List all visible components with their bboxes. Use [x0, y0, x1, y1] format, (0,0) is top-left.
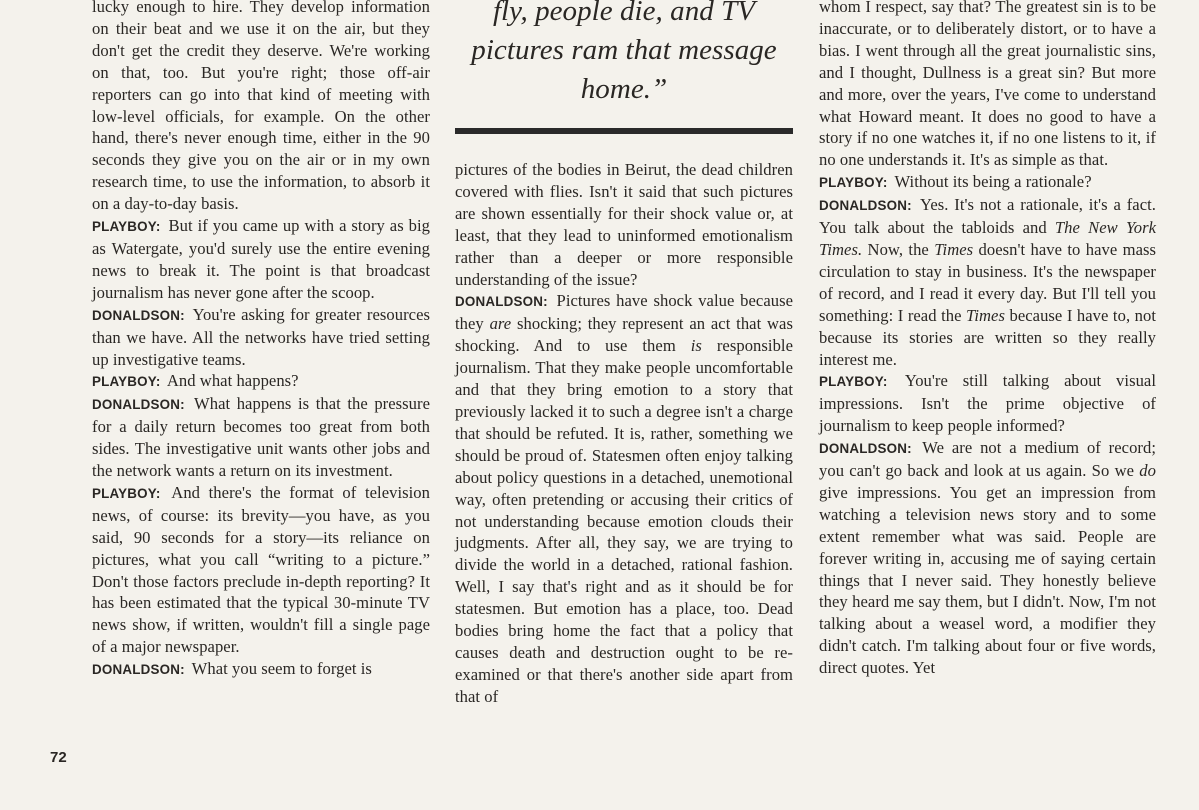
paragraph — [819, 194, 1156, 370]
emphasis: Times — [934, 239, 974, 259]
speaker-label: PLAYBOY: — [819, 374, 888, 390]
emphasis: Times — [966, 305, 1005, 325]
paragraph-text: Pictures have shock value because they — [455, 291, 794, 334]
paragraph — [92, 370, 430, 393]
paragraph: lucky enough to hire. They develop information on their beat and we use it on the air, but they don't get the credit they deserve. We're working on that, too. But you're right; those off-air reporters can go into that kind of meeting with low-level officials, for example. On the other hand, there's never enough time, either in the 90 seconds they give you on the air or in my own research time, to use the information, to absorb it on a day-to-day basis. — [92, 0, 430, 214]
paragraph — [92, 215, 430, 304]
paragraph-text: Without its being a rationale? — [894, 172, 1092, 192]
paragraph-text: Now, the — [867, 239, 929, 259]
speaker-label: DONALDSON: — [455, 294, 548, 310]
paragraph — [455, 290, 793, 707]
paragraph-text: We are not a medium of record; you can't go back and look at us again. So we — [819, 438, 1157, 481]
paragraph-text: responsible journalism. That they make people uncomfortable and that they bring emotion to a story that previously lacked it to such a degree isn't a charge that should be refuted. It is, rather, something we should be proud of. Statesmen often enjoy talking about policy questions in a detached, unemotional way, often pretending or accusing their critics of not understanding because emotion clouds their judgments. After all, they say, we are trying to divide the world in a detached, rational fashion. Well, I say that's right and as it should be for statesmen. But emotion has a place, too. Dead bodies bring home the fact that a policy that causes death and destruction ought to be re-examined or that there's another side apart from that of — [455, 336, 793, 706]
speaker-label: PLAYBOY: — [92, 374, 161, 390]
paragraph-text: doesn't have to have mass circulation to stay in business. It's the newspaper of record, and I read it every day. But I'll tell you something: I read the — [819, 239, 1156, 325]
pull-quote-rule — [455, 128, 793, 134]
column-right — [819, 0, 1156, 679]
paragraph — [819, 171, 1156, 194]
speaker-label: DONALDSON: — [819, 198, 912, 214]
paragraph: whom I respect, say that? The greatest sin is to be inaccurate, or to deliberately distort, or to have a bias. I went through all the great journalistic sins, and I thought, Dullness is a great sin? But more and more, over the years, I've come to understand what Howard meant. It does no good to have a story if no one watches it, if no one listens to it, if no one understands it. It's as simple as that. — [819, 0, 1156, 170]
emphasis: do — [1139, 461, 1156, 481]
paragraph — [819, 370, 1156, 437]
paragraph-text: What happens is that the pressure for a daily return becomes too great from both sides. The investigative unit wants other jobs and the network wants a return on its investment. — [92, 394, 431, 481]
paragraph-text: What you seem to forget is — [191, 659, 372, 679]
paragraph-text: And there's the format of television news, of course: its brevity—you have, as you said, 90 seconds for a story—its reliance on pictures, what you call “writing to a picture.” Don't those factors preclude in-depth reporting? It has been estimated that the typical 30-minute TV news show, if written, wouldn't fill a single page of a major newspaper. — [92, 482, 430, 657]
speaker-label: PLAYBOY: — [819, 175, 888, 191]
paragraph — [92, 482, 430, 658]
column-middle-body — [455, 159, 793, 708]
speaker-label: PLAYBOY: — [92, 485, 161, 501]
column-left — [92, 0, 430, 681]
paragraph-text: Yes. It's not a rationale, it's a fact. You talk about the tabloids and — [819, 195, 1156, 238]
paragraph-text: But if you came up with a story as big as Watergate, you'd surely use the entire evening news to break it. The point is that broadcast journalism has never gone after the scoop. — [92, 216, 430, 302]
paragraph — [92, 393, 430, 482]
emphasis: are — [489, 314, 512, 334]
paragraph-text: because I have to, not because its stories are written so they really interest me. — [819, 305, 1156, 369]
paragraph-text: And what happens? — [166, 371, 299, 391]
pull-quote: fly, people die, and TV pictures ram that message home.” — [471, 0, 777, 105]
paragraph — [819, 437, 1156, 679]
paragraph-text: You're asking for greater resources than we have. All the networks have tried setting up investigative teams. — [92, 304, 430, 369]
speaker-label: PLAYBOY: — [92, 219, 161, 235]
emphasis: is — [690, 336, 702, 356]
paragraph — [92, 304, 430, 371]
paragraph-text: shocking; they represent an act that was shocking. And to use them — [455, 314, 793, 356]
paragraph-text: You're still talking about visual impressions. Isn't the prime objective of journalism to keep people informed? — [819, 371, 1156, 436]
speaker-label: DONALDSON: — [92, 307, 185, 323]
paragraph-text: give impressions. You get an impression from watching a television news story and to some extent remember what was said. People are forever writing in, accusing me of saying certain things that I never said. They honestly believe they heard me say them, but I didn't. Now, I'm not talking about a weasel word, a modifier they didn't catch. I'm talking about four or five words, direct quotes. Yet — [819, 482, 1156, 678]
paragraph — [92, 658, 430, 681]
page-number: 72 — [50, 749, 67, 766]
paragraph: pictures of the bodies in Beirut, the dead children covered with flies. Isn't it said that such pictures are shown essentially for their shock value or, at least, that they lead to uninformed emotionalism rather than a deeper or more responsible understanding of the issue? — [455, 160, 793, 289]
emphasis: The New York Times. — [819, 218, 1157, 259]
speaker-label: DONALDSON: — [92, 662, 185, 678]
speaker-label: DONALDSON: — [819, 441, 912, 457]
speaker-label: DONALDSON: — [92, 397, 185, 413]
